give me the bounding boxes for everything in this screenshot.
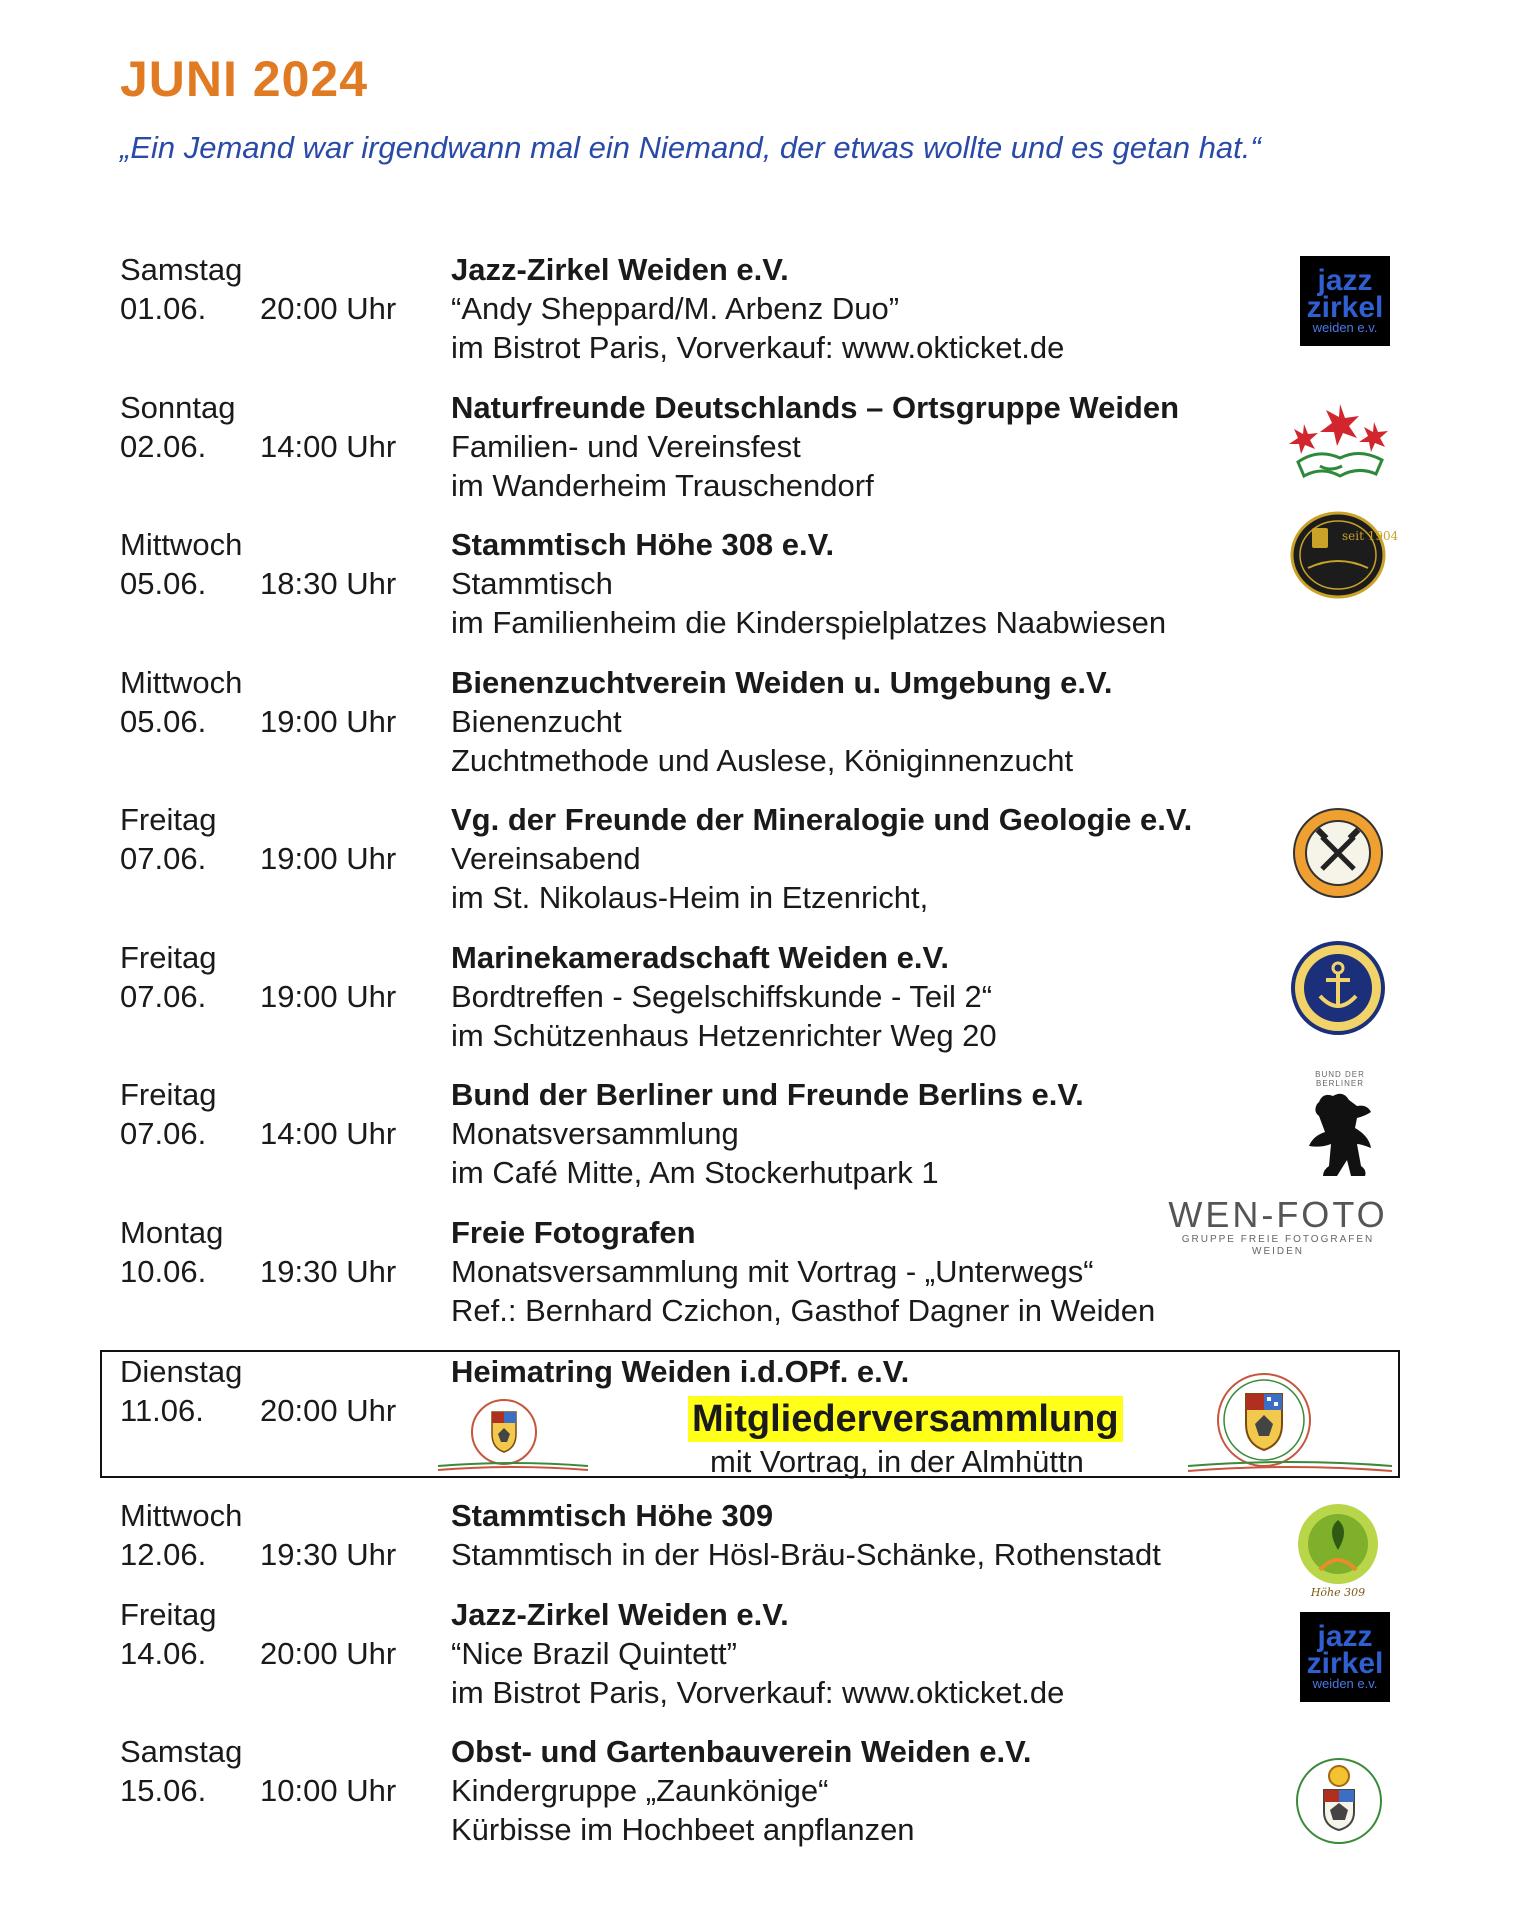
event-time: 20:00 Uhr — [260, 291, 397, 326]
event-date: 07.06. — [120, 841, 207, 876]
event-organizer: Stammtisch Höhe 309 — [451, 1498, 774, 1533]
event-title: Monatsversammlung — [451, 1116, 739, 1151]
event-time: 19:30 Uhr — [260, 1537, 397, 1572]
event-day: Freitag — [120, 1597, 217, 1632]
event-time: 14:00 Uhr — [260, 1116, 397, 1151]
event-date: 07.06. — [120, 979, 207, 1014]
event-location: Zuchtmethode und Auslese, Königinnenzucht — [451, 743, 1074, 778]
event-organizer: Obst- und Gartenbauverein Weiden e.V. — [451, 1734, 1032, 1769]
stammtisch-308-logo-icon — [1290, 510, 1399, 600]
event-organizer: Bienenzuchtverein Weiden u. Umgebung e.V. — [451, 665, 1113, 700]
event-title: Bienenzucht — [451, 704, 622, 739]
event-organizer: Freie Fotografen — [451, 1215, 696, 1250]
event-title: Kindergruppe „Zaunkönige“ — [451, 1773, 829, 1808]
event-date: 05.06. — [120, 704, 207, 739]
event-day: Dienstag — [120, 1354, 243, 1389]
event-date: 02.06. — [120, 429, 207, 464]
event-organizer: Heimatring Weiden i.d.OPf. e.V. — [451, 1354, 910, 1389]
marine-anchor-logo-icon — [1290, 940, 1386, 1036]
event-day: Sonntag — [120, 390, 236, 425]
event-day: Samstag — [120, 252, 243, 287]
event-date: 01.06. — [120, 291, 207, 326]
page-title: JUNI 2024 — [120, 51, 369, 107]
event-title: Vereinsabend — [451, 841, 641, 876]
event-organizer: Jazz-Zirkel Weiden e.V. — [451, 252, 789, 287]
event-date: 10.06. — [120, 1254, 207, 1289]
event-title: Bordtreffen - Segelschiffskunde - Teil 2“ — [451, 979, 993, 1014]
logo-text: zirkel — [1306, 1647, 1384, 1680]
event-title: “Andy Sheppard/M. Arbenz Duo” — [451, 291, 900, 326]
jazz-zirkel-logo — [1300, 1612, 1390, 1702]
event-time: 10:00 Uhr — [260, 1773, 397, 1808]
logo-text: Höhe 309 — [1310, 1586, 1366, 1599]
event-title: Monatsversammlung mit Vortrag - „Unterwegs“ — [451, 1254, 1094, 1289]
event-location: im Schützenhaus Hetzenrichter Weg 20 — [451, 1018, 997, 1053]
event-title: Stammtisch in der Hösl-Bräu-Schänke, Rothenstadt — [451, 1537, 1161, 1572]
event-day: Mittwoch — [120, 1498, 243, 1533]
heimatring-crest-icon — [438, 1396, 588, 1474]
event-day: Freitag — [120, 1077, 217, 1112]
logo-text: weiden e.v. — [1312, 1676, 1378, 1691]
event-day: Montag — [120, 1215, 224, 1250]
event-location: im Café Mitte, Am Stockerhutpark 1 — [451, 1155, 939, 1190]
event-location: im St. Nikolaus-Heim in Etzenricht, — [451, 880, 929, 915]
event-date: 15.06. — [120, 1773, 207, 1808]
logo-text: jazz — [1317, 1620, 1373, 1653]
event-time: 19:00 Uhr — [260, 841, 397, 876]
event-day: Mittwoch — [120, 665, 243, 700]
naturfreunde-logo-icon — [1290, 400, 1390, 490]
motto-quote: „Ein Jemand war irgendwann mal ein Niemand, der etwas wollte und es getan hat.“ — [120, 130, 1261, 165]
logo-text: zirkel — [1306, 291, 1384, 324]
event-date: 11.06. — [120, 1393, 204, 1428]
stammtisch-309-logo-icon — [1290, 1500, 1386, 1600]
event-time: 19:00 Uhr — [260, 979, 397, 1014]
bear-icon — [1295, 1088, 1385, 1188]
event-location: im Wanderheim Trauschendorf — [451, 468, 874, 503]
heimatring-crest-icon — [1188, 1372, 1392, 1476]
event-time: 18:30 Uhr — [260, 566, 397, 601]
event-day: Mittwoch — [120, 527, 243, 562]
event-title: Familien- und Vereinsfest — [451, 429, 801, 464]
event-date: 14.06. — [120, 1636, 207, 1671]
event-location: Ref.: Bernhard Czichon, Gasthof Dagner in Weiden — [451, 1293, 1156, 1328]
event-day: Freitag — [120, 802, 217, 837]
wen-foto-logo — [1158, 1196, 1398, 1258]
event-location: im Familienheim die Kinderspielplatzes Naabwiesen — [451, 605, 1167, 640]
event-organizer: Vg. der Freunde der Mineralogie und Geologie e.V. — [451, 802, 1193, 837]
event-location: mit Vortrag, in der Almhüttn — [710, 1444, 1084, 1479]
berlin-bear-logo — [1290, 1070, 1390, 1193]
event-location: Kürbisse im Hochbeet anpflanzen — [451, 1812, 915, 1847]
event-title: Stammtisch — [451, 566, 613, 601]
event-date: 07.06. — [120, 1116, 207, 1151]
event-location: im Bistrot Paris, Vorverkauf: www.okticket.de — [451, 330, 1065, 365]
event-organizer: Naturfreunde Deutschlands – Ortsgruppe Weiden — [451, 390, 1180, 425]
logo-text: GRUPPE FREIE FOTOGRAFEN WEIDEN — [1181, 1234, 1375, 1257]
logo-text: WEN-FOTO — [1168, 1194, 1388, 1235]
event-time: 19:00 Uhr — [260, 704, 397, 739]
logo-text: seit 1904 — [1342, 529, 1399, 543]
event-organizer: Bund der Berliner und Freunde Berlins e.V. — [451, 1077, 1084, 1112]
event-organizer: Stammtisch Höhe 308 e.V. — [451, 527, 835, 562]
event-title: “Nice Brazil Quintett” — [451, 1636, 737, 1671]
event-location: im Bistrot Paris, Vorverkauf: www.okticket.de — [451, 1675, 1065, 1710]
event-time: 20:00 Uhr — [260, 1393, 397, 1428]
jazz-zirkel-logo — [1300, 256, 1390, 346]
event-day: Samstag — [120, 1734, 243, 1769]
event-time: 20:00 Uhr — [260, 1636, 397, 1671]
event-title: Mitgliederversammlung — [688, 1396, 1123, 1442]
event-organizer: Jazz-Zirkel Weiden e.V. — [451, 1597, 789, 1632]
event-time: 19:30 Uhr — [260, 1254, 397, 1289]
event-day: Freitag — [120, 940, 217, 975]
highlight-box — [100, 1350, 1400, 1478]
event-date: 12.06. — [120, 1537, 207, 1572]
logo-text: jazz — [1317, 264, 1373, 297]
event-time: 14:00 Uhr — [260, 429, 397, 464]
logo-text: weiden e.v. — [1312, 320, 1378, 335]
event-date: 05.06. — [120, 566, 207, 601]
mineralogie-logo-icon — [1292, 807, 1384, 899]
gartenbau-logo-icon — [1292, 1746, 1386, 1856]
logo-caption: BUND DER BERLINER — [1315, 1070, 1365, 1088]
event-organizer: Marinekameradschaft Weiden e.V. — [451, 940, 949, 975]
